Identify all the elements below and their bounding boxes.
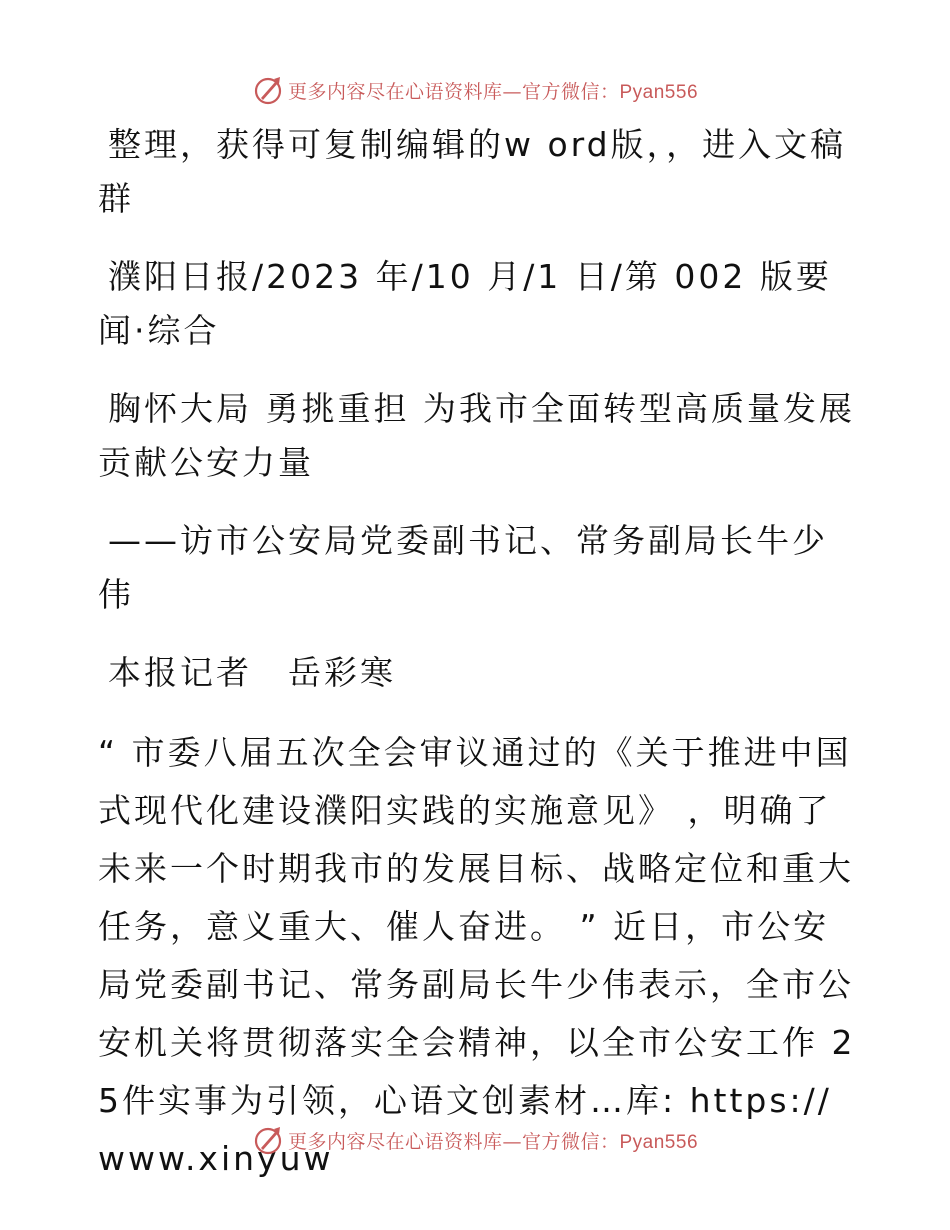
edit-note: 整理，获得可复制编辑的w ord版，，进入文稿群 [98,125,847,218]
footer-watermark [0,1120,950,1160]
header-watermark [0,70,950,110]
quill-logo-icon [252,74,284,106]
wechat-id: Pyan556 [619,81,699,103]
watermark-text: 更多内容尽在心语资料库—官方微信：Pyan556 [287,1130,699,1153]
quill-logo-icon [252,1124,284,1156]
source-line: 濮阳日报/2023 年/10 月/1 日/第 002 版要闻·综合 [98,257,832,350]
document-body [98,118,858,1188]
wechat-id: Pyan556 [619,1131,699,1153]
headline: 胸怀大局 勇挑重担 为我市全面转型高质量发展贡献公安力量 [98,389,855,482]
watermark-text: 更多内容尽在心语资料库—官方微信：Pyan556 [287,80,699,103]
subheadline: ——访市公安局党委副书记、常务副局长牛少伟 [98,521,828,614]
byline: 本报记者 岳彩寒 [108,653,396,692]
article-body: “ 市委八届五次全会审议通过的《关于推进中国式现代化建设濮阳实践的实施意见》 ，明确了未来一个时期我市的发展目标、战略定位和重大任务，意义重大、催人奋进。 ” 近日，市公安局党委副书记、常务副局长牛少伟表示，全市公安机关将贯彻落实全会精神，以全市公安工作 25件实事为引领，心语文创素材…库: https://www.xinyuw [98,733,856,1178]
